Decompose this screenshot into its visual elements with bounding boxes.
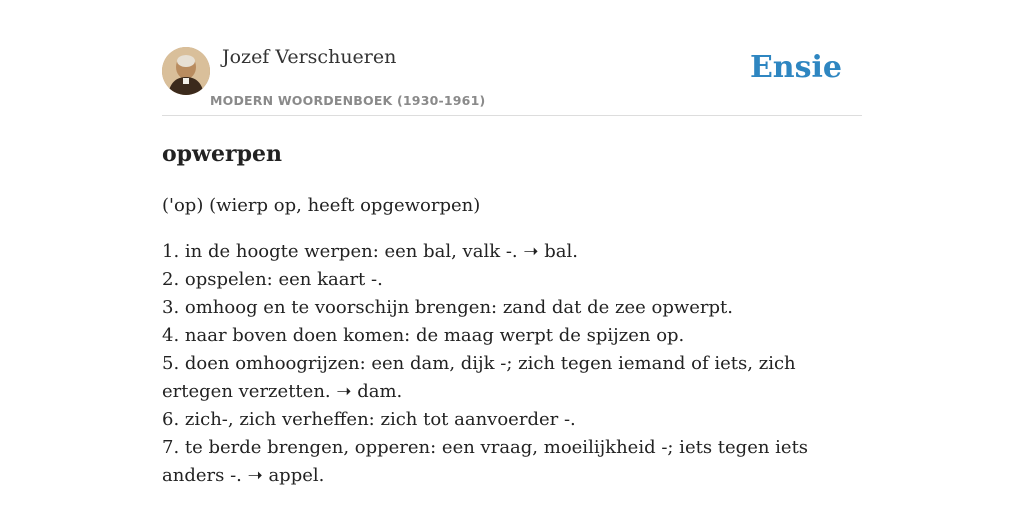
sense-text: 5. doen omhoogrijzen: een dam, dijk -; zich tegen iemand of iets, zich ertegen verzetten. [162,353,796,402]
sense-list [162,238,862,490]
sense-text: 4. naar boven doen komen: de maag werpt de spijzen op. [162,325,685,346]
arrow-icon: ➝ [247,465,263,486]
header [162,44,862,116]
sense-item [162,322,862,350]
sense-text: 6. zich-, zich verheffen: zich tot aanvoerder -. [162,409,576,430]
sense-text: 3. omhoog en te voorschijn brengen: zand dat de zee opwerpt. [162,297,733,318]
sense-text: 1. in de hoogte werpen: een bal, valk -. [162,241,518,262]
sense-text: 7. te berde brengen, opperen: een vraag, moeilijkheid -; iets tegen iets anders -. [162,437,809,486]
entry-headword: opwerpen [162,141,282,167]
sense-item [162,294,862,322]
author-name[interactable]: Jozef Verschueren [222,46,397,68]
sense-item [162,434,862,490]
sense-text: 2. opspelen: een kaart -. [162,269,383,290]
sense-item [162,406,862,434]
cross-reference-link[interactable]: bal. [544,241,578,262]
sense-item [162,238,862,266]
sense-item [162,266,862,294]
sense-item [162,350,862,406]
brand-logo[interactable]: Ensie [749,50,842,85]
arrow-icon: ➝ [523,241,539,262]
entry-grammar: ('op) (wierp op, heeft opgeworpen) [162,195,481,216]
author-avatar[interactable] [162,47,210,95]
dictionary-entry [162,138,862,490]
dictionary-source[interactable]: MODERN WOORDENBOEK (1930-1961) [210,93,486,108]
arrow-icon: ➝ [336,381,352,402]
cross-reference-link[interactable]: dam. [357,381,403,402]
cross-reference-link[interactable]: appel. [268,465,325,486]
portrait-icon [162,47,210,95]
